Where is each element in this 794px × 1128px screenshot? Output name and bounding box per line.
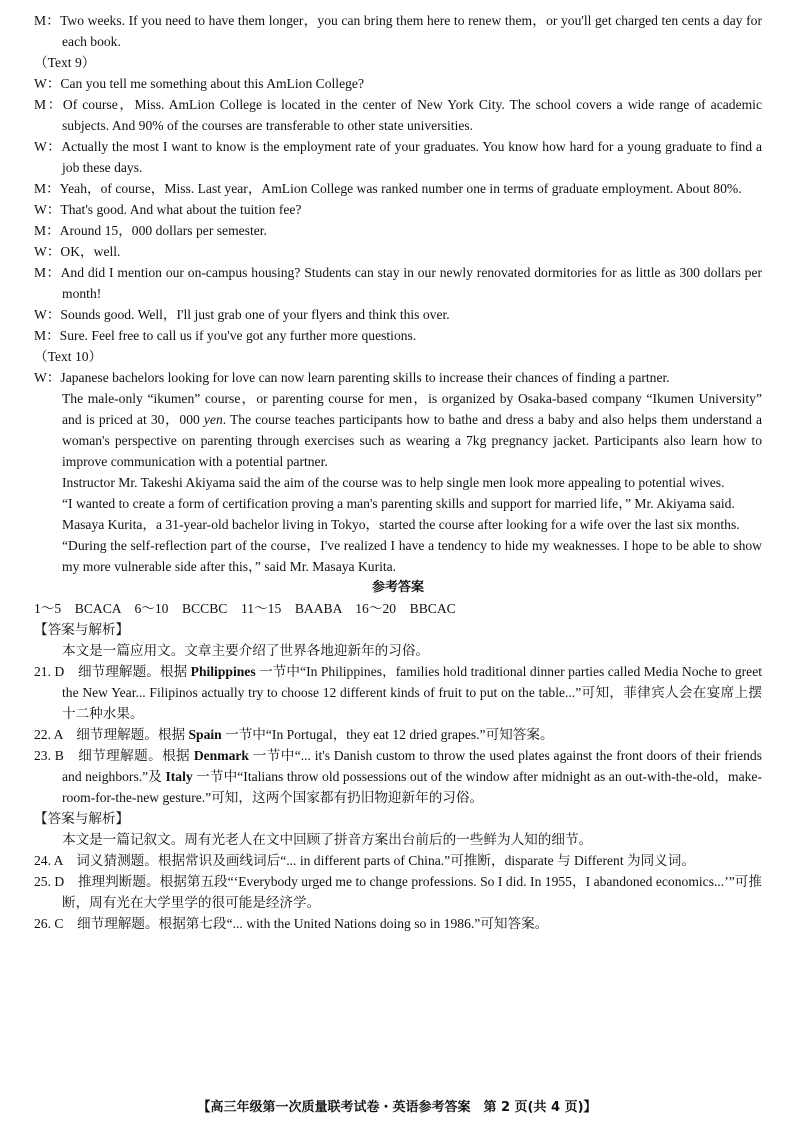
italic-word: yen [203, 412, 223, 427]
answer-keys: 1～5 BCACA 6～10 BCCBC 11～15 BAABA 16～20 BBCAC [34, 601, 456, 616]
explanation-text: 一节中“In Philippines，families hold traditional dinner parties called Media Noche to greet the New Year... Filipinos actually try to choose 12 different kinds of fruit to put on the table...”可知，菲律宾人会在宴席上摆十二种水果。 [62, 664, 763, 721]
explanation-text: 21. D 细节理解题。根据 [34, 664, 191, 679]
explanation-item: 25. D 推理判断题。根据第五段“‘Everybody urged me to change professions. So I did. In 1955，I abandoned economics...’”可推断，周有光在大学里学的很可能是经济学。 [34, 874, 762, 910]
bold-term: Philippines [190, 664, 256, 679]
dialogue-line: W：OK，well. [34, 244, 121, 259]
explanation-item [34, 661, 762, 724]
answers-heading: 参考答案 [371, 580, 424, 595]
monologue-paragraph: W：Japanese bachelors looking for love can now learn parenting skills to increase their chances of finding a partner. [34, 370, 670, 385]
explanation-item [34, 724, 762, 745]
dialogue-line: M：And did I mention our on-campus housing? Students can stay in our newly renovated dormitories for as little as 300 dollars per month! [34, 265, 762, 301]
bold-term: Spain [188, 727, 222, 742]
dialogue-line: W：Sounds good. Well，I'll just grab one of your flyers and think this over. [34, 307, 450, 322]
explanation-text: 一节中“In Portugal，they eat 12 dried grapes.”可知答案。 [221, 727, 554, 742]
dialogue-line: W：Can you tell me something about this AmLion College? [34, 76, 364, 91]
dialogue-line: M：Of course，Miss. AmLion College is located in the center of New York City. The school covers a wide range of academic subjects. And 90% of the courses are transferable to other state universities. [34, 97, 762, 133]
explanation-text: 22. A 细节理解题。根据 [34, 727, 189, 742]
dialogue-line: M：Two weeks. If you need to have them longer，you can bring them here to renew them，or you'll get charged ten cents a day for each book. [34, 13, 762, 49]
dialogue-line: M：Around 15，000 dollars per semester. [34, 223, 267, 238]
section-heading: 【答案与解析】 [34, 811, 130, 826]
text-label: （Text 10） [34, 349, 103, 364]
dialogue-line: W：Actually the most I want to know is the employment rate of your graduates. You know how hard for a young graduate to find a job these days. [34, 139, 762, 175]
explanation-text: 23. B 细节理解题。根据 [34, 748, 194, 763]
text-label: （Text 9） [34, 55, 96, 70]
bold-term: Denmark [193, 748, 249, 763]
monologue-paragraph: Instructor Mr. Takeshi Akiyama said the aim of the course was to help single men look more appealing to potential wives. [62, 475, 725, 490]
section-heading: 【答案与解析】 [34, 622, 130, 637]
monologue-paragraph: Masaya Kurita，a 31-year-old bachelor living in Tokyo，started the course after looking for a wife over the last six months. [62, 517, 740, 532]
explanation-text: 一节中“Italians throw old possessions out of the window after midnight as an out-with-the-old，make-room-for-the-new gesture.”可知，这两个国家都有扔旧物迎新年的习俗。 [62, 769, 762, 805]
section-intro: 本文是一篇记叙文。周有光老人在文中回顾了拼音方案出台前后的一些鲜为人知的细节。 [62, 832, 593, 847]
explanation-item: 24. A 词义猜测题。根据常识及画线词后“... in different parts of China.”可推断，disparate 与 Different 为同义词。 [34, 853, 695, 868]
monologue-paragraph: “I wanted to create a form of certification proving a man's parenting skills and support for married life，” Mr. Akiyama said. [62, 496, 735, 511]
explanation-item: 26. C 细节理解题。根据第七段“... with the United Nations doing so in 1986.”可知答案。 [34, 916, 549, 931]
page-footer: 【高三年级第一次质量联考试卷・英语参考答案 第 2 页(共 4 页)】 [197, 1100, 597, 1115]
dialogue-line: W：That's good. And what about the tuition fee? [34, 202, 302, 217]
explanation-text: 一节中“... it's Danish custom to throw the used plates against the front doors of their friends and neighbors.”及 [62, 748, 762, 784]
section-intro: 本文是一篇应用文。文章主要介绍了世界各地迎新年的习俗。 [62, 643, 430, 658]
bold-term: Italy [165, 769, 193, 784]
document-page [34, 10, 762, 934]
dialogue-line: M：Yeah，of course，Miss. Last year，AmLion College was ranked number one in terms of graduate employment. About 80%. [34, 181, 742, 196]
paragraph-text: The male-only “ikumen” course，or parenting course for men，is organized by Osaka-based company “Ikumen University” and is priced at 30，000 [62, 391, 762, 427]
monologue-paragraph [34, 388, 762, 472]
paragraph-text: . The course teaches participants how to bathe and dress a baby and also helps them understand a woman's perspective on parenting through exercises such as wearing a 7kg pregnancy jacket. Participants also learn how to improve communication with a potential partner. [62, 412, 762, 469]
monologue-paragraph: “During the self-reflection part of the course，I've realized I have a tendency to hide my weaknesses. I hope to be able to show my more vulnerable side after this，” said Mr. Masaya Kurita. [62, 538, 762, 574]
explanation-item [34, 745, 762, 808]
dialogue-line: M：Sure. Feel free to call us if you've got any further more questions. [34, 328, 417, 343]
